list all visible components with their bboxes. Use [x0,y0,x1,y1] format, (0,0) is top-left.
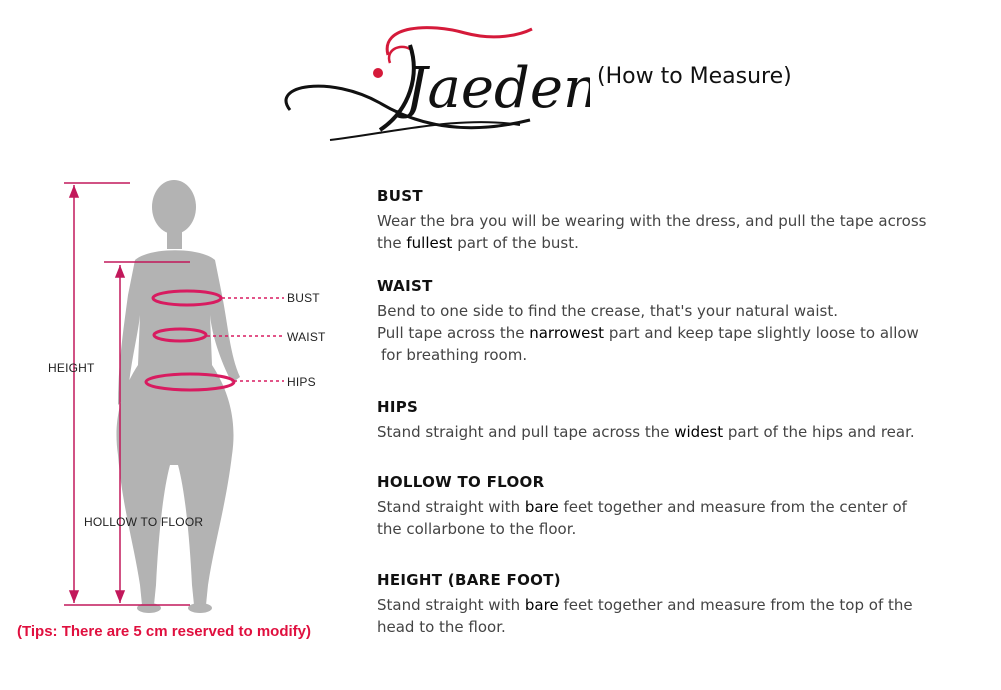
text-line: part of the bust. [452,234,579,252]
brand-logo-graphic [270,15,590,150]
emphasis-text: narrowest [529,324,605,342]
body-silhouette-diagram [0,165,360,645]
measurement-figure [0,165,360,645]
page-subtitle: (How to Measure) [597,64,792,89]
section-text [377,594,987,638]
emphasis-text: widest [674,423,724,441]
text-line: feet together and measure from the center of [558,498,907,516]
section-title: WAIST [377,277,433,295]
section-text [377,496,987,540]
text-line: feet together and measure from the top of the [558,596,913,614]
section-title: HEIGHT (BARE FOOT) [377,571,561,589]
emphasis-text: bare [524,596,559,614]
section-title: HOLLOW TO FLOOR [377,473,545,491]
text-line: the collarbone to the floor. [377,520,577,538]
text-line: Wear the bra you will be wearing with the dress, and pull the tape across [377,212,927,230]
section-hollow-to-floor [377,473,987,540]
label-hollow-to-floor: HOLLOW TO FLOOR [84,515,204,529]
section-text [377,421,987,443]
section-title: HIPS [377,398,419,416]
text-line: part and keep tape slightly loose to allow [604,324,919,342]
section-bust [377,187,987,254]
label-waist: WAIST [287,330,326,344]
text-line: Stand straight with [377,596,525,614]
text-line: Stand straight and pull tape across the [377,423,675,441]
section-text [377,300,987,366]
brand-logo [270,15,590,150]
label-bust: BUST [287,291,320,305]
brand-name: Jaeden [405,56,590,121]
text-line: Bend to one side to find the crease, that's your natural waist. [377,302,839,320]
text-line: Pull tape across the [377,324,530,342]
section-waist [377,277,987,366]
text-line: the [377,234,407,252]
section-title: BUST [377,187,423,205]
body-silhouette [116,180,240,613]
text-line: head to the floor. [377,618,506,636]
section-height [377,571,987,638]
emphasis-text: bare [524,498,559,516]
label-height: HEIGHT [48,361,95,375]
text-line: for breathing room. [381,346,528,364]
text-line: part of the hips and rear. [723,423,915,441]
tips-note: (Tips: There are 5 cm reserved to modify) [17,623,311,640]
section-text [377,210,987,254]
text-line: Stand straight with [377,498,525,516]
emphasis-text: fullest [406,234,453,252]
label-hips: HIPS [287,375,316,389]
section-hips [377,398,987,443]
